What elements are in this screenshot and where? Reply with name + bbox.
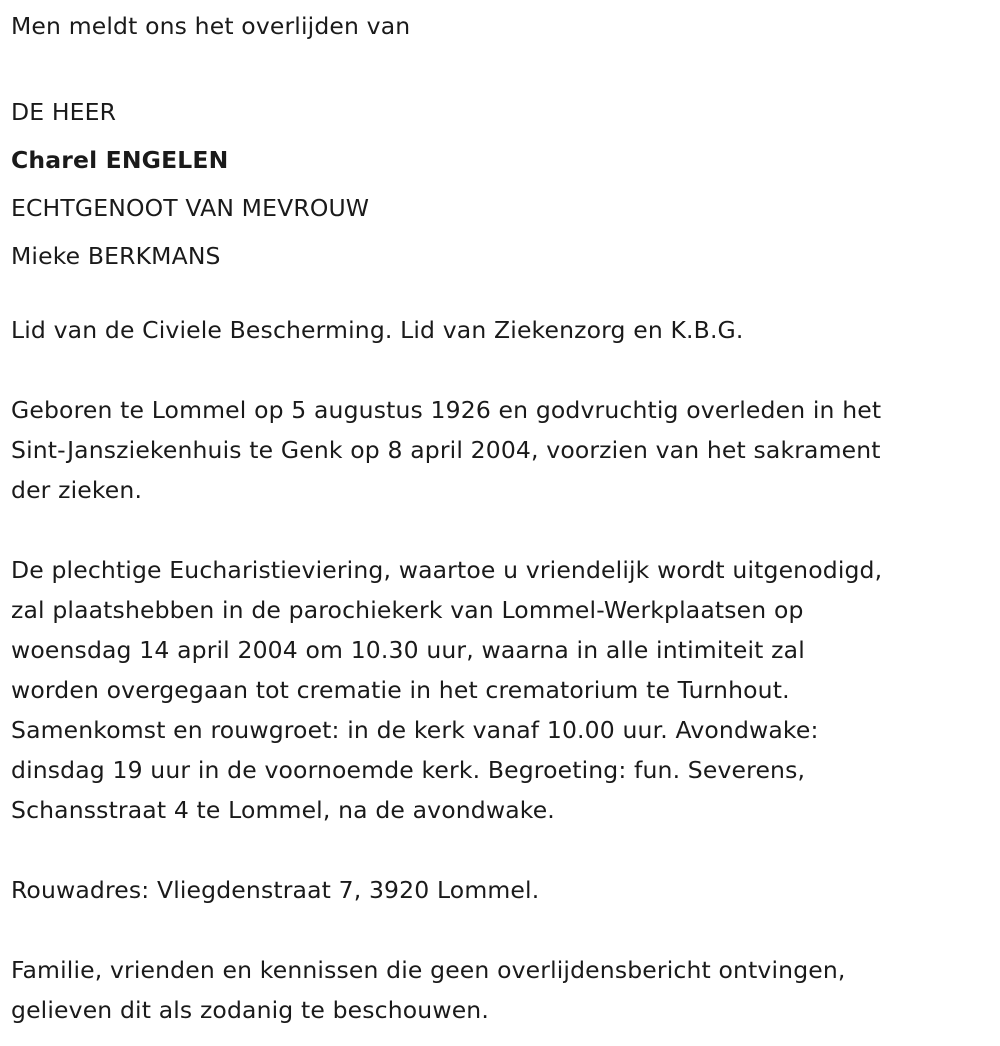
birth-death-line: Geboren te Lommel op 5 augustus 1926 en godvruchtig overleden in het	[11, 396, 882, 424]
mourning-address: Rouwadres: Vliegdenstraat 7, 3920 Lommel.	[11, 876, 540, 904]
deceased-name: Charel ENGELEN	[11, 146, 229, 174]
family-note-line: Familie, vrienden en kennissen die geen overlijdensbericht ontvingen,	[11, 956, 846, 984]
family-note-paragraph	[11, 950, 846, 1030]
mourning-address-paragraph	[11, 870, 539, 910]
ceremony-line: dinsdag 19 uur in de voornoemde kerk. Begroeting: fun. Severens,	[11, 756, 806, 784]
birth-death-line: der zieken.	[11, 476, 143, 504]
ceremony-paragraph	[11, 550, 882, 830]
family-note-line: gelieven dit als zodanig te beschouwen.	[11, 996, 489, 1024]
ceremony-line: zal plaatshebben in de parochiekerk van Lommel-Werkplaatsen op	[11, 596, 804, 624]
spouse-prefix: ECHTGENOOT VAN MEVROUW	[11, 194, 370, 222]
intro-text: Men meldt ons het overlijden van	[11, 12, 411, 40]
ceremony-line: Schansstraat 4 te Lommel, na de avondwake.	[11, 796, 555, 824]
birth-death-paragraph	[11, 390, 881, 510]
birth-death-line: Sint-Jansziekenhuis te Genk op 8 april 2004, voorzien van het sakrament	[11, 436, 881, 464]
memberships-paragraph	[11, 310, 744, 350]
spouse-name: Mieke BERKMANS	[11, 242, 221, 270]
ceremony-line: De plechtige Eucharistieviering, waartoe u vriendelijk wordt uitgenodigd,	[11, 556, 883, 584]
ceremony-line: woensdag 14 april 2004 om 10.30 uur, waarna in alle intimiteit zal	[11, 636, 805, 664]
ceremony-line: Samenkomst en rouwgroet: in de kerk vanaf 10.00 uur. Avondwake:	[11, 716, 819, 744]
deceased-title: DE HEER	[11, 98, 117, 126]
deceased-block	[11, 88, 369, 280]
memberships-text: Lid van de Civiele Bescherming. Lid van Ziekenzorg en K.B.G.	[11, 316, 744, 344]
ceremony-line: worden overgegaan tot crematie in het crematorium te Turnhout.	[11, 676, 790, 704]
